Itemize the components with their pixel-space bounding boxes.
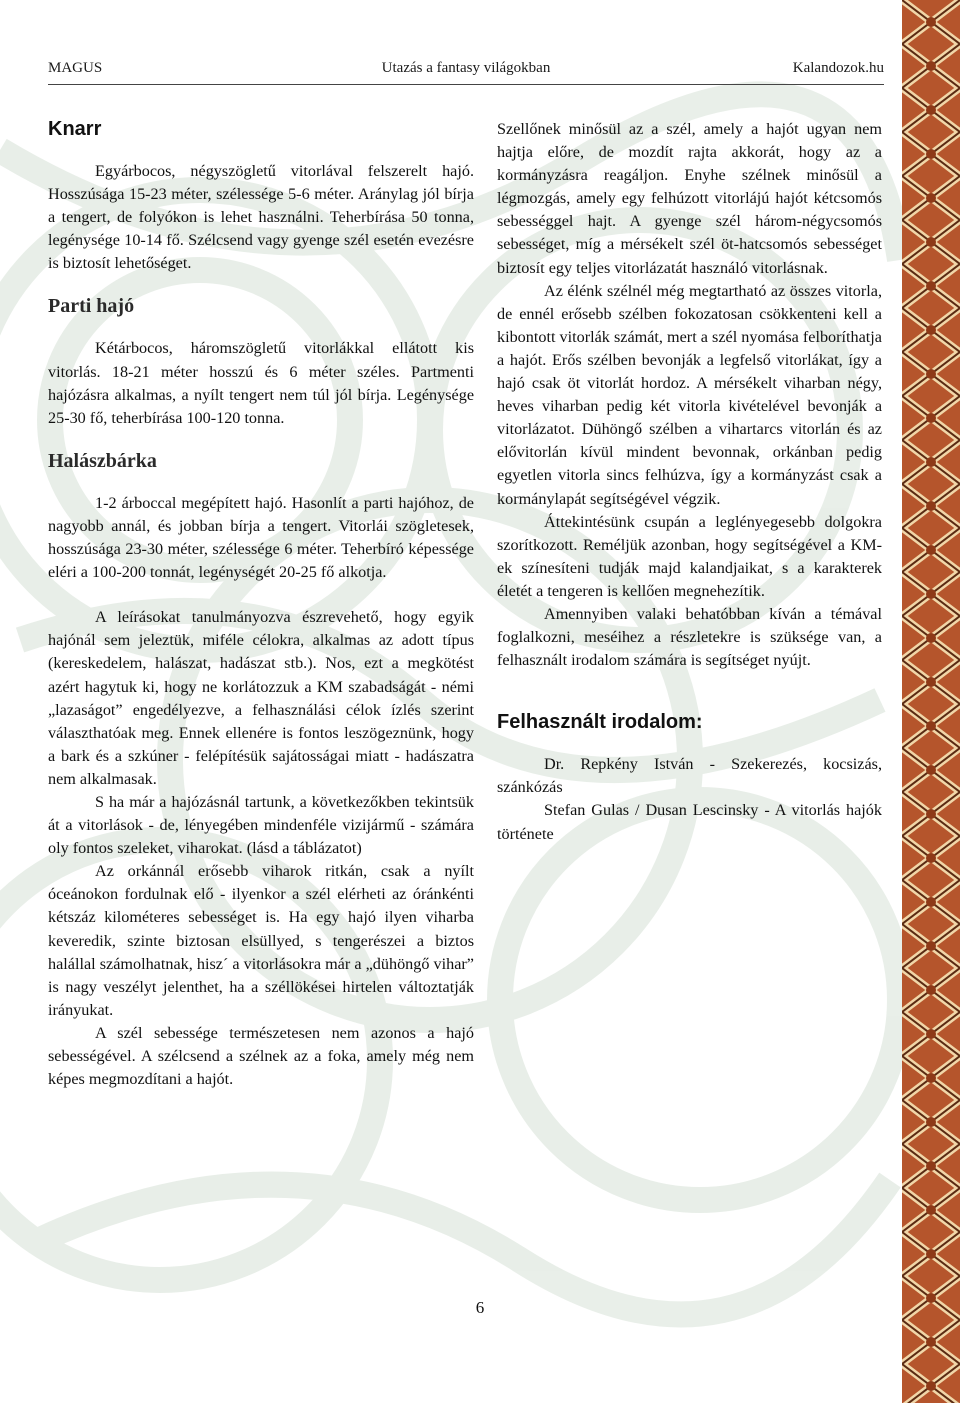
header-divider bbox=[48, 84, 884, 85]
literature-item: Stefan Gulas / Dusan Lescinsky - A vitorlás hajók története bbox=[497, 801, 882, 843]
page-number: 6 bbox=[475, 1298, 485, 1317]
header-right: Kalandozok.hu bbox=[792, 60, 884, 76]
header-left: MAGUS bbox=[48, 60, 103, 76]
knarr-description: Egyárbocos, négyszögletű vitorlával felszerelt hajó. Hosszúsága 15-23 méter, szélessége 5-6 méter. Aránylag jól bírja a tengert, de folyókon is lehet használni. Teherbírása 50 tonna, legénysége 10-14 fő. Szélcsend vagy gyenge szél esetén evezésre is biztosít lehetőséget. bbox=[48, 162, 474, 273]
decorative-chain-border bbox=[902, 0, 960, 1403]
body-paragraph: Az orkánnál erősebb viharok ritkán, csak a nyílt óceánokon fordulnak elő - ilyenkor a szél elérheti az óránkénti kétszáz kilométeres sebességet is. Ha egy hajó ilyen viharba keveredik, szinte biztosan elsüllyed, s tengerészei a biztos halállal számolhatnak, hisz´ a vitorlásokra már a „dühöngő vihar” is nagy veszélyt jelenthet, ha a széllökései hirtelen változtatják irányukat. bbox=[48, 862, 474, 1019]
body-paragraph: Az élénk szélnél még megtartható az összes vitorla, de ennél erősebb szélben fokozatosan csökkenteni kell a kibontott vitorlák számát, mert a szél nyomása felboríthatja a hajót. Erős szélben bevonják a legfelső vitorlákat, így a hajó csak öt vitorlát hordoz. A mérsékelt viharban négy, heves viharban pedig két vitorla kivételével bevonják a vitorlázatot. Dühöngő szélben a vihartarcs vitorlán és az elővitorlán kívül mindent bevonnak, orkánban pedig egyetlen vitorla sincs felhúzva, így a kormányzást csak a kormánylapát segítségével végzik. bbox=[497, 281, 882, 508]
right-column bbox=[497, 118, 882, 846]
header-center: Utazás a fantasy világokban bbox=[381, 60, 551, 76]
section-title-parti-hajo: Parti hajó bbox=[48, 295, 135, 318]
body-paragraph: Szellőnek minősül az a szél, amely a hajót ugyan nem hajtja előre, de mozdít rajta akkorát, hogy az a kormányzásra reagáljon. Enyhe szélnek minősül a légmozgás, amely egy felhúzott vitorlájú hajót kétcsomós sebességgel hajt. A gyenge szél három-négycsomós sebességet, míg a mérsékelt szél öt-hatcsomós sebességet biztosít egy teljes vitorlázatát használó vitorlásnak. bbox=[497, 120, 882, 277]
page-header bbox=[48, 60, 884, 82]
body-paragraph: S ha már a hajózásnál tartunk, a következőkben tekintsük át a vitorlások - de, lényegében mindenféle vizijármű - számára oly fontos szeleket, viharokat. (lásd a táblázatot) bbox=[48, 792, 474, 858]
body-paragraph: A szél sebessége természetesen nem azonos a hajó sebességével. A szélcsend a szélnek az a foka, amely még nem képes megmozdítani a hajót. bbox=[48, 1023, 474, 1089]
literature-item: Dr. Repkény István - Szekerezés, kocsizás, szánkózás bbox=[497, 755, 882, 797]
chain-pattern-icon bbox=[902, 0, 960, 1403]
section-title-literature: Felhasznált irodalom: bbox=[497, 711, 703, 734]
body-paragraph: A leírásokat tanulmányozva észrevehető, hogy egyik hajónál sem jeleztük, miféle célokra, alkalmas az adott típus (kereskedelem, halászat, hadászat stb.). Nos, ezt a megkötést azért hagytuk ki, hogy ne korlátozzuk a KM szabadságát - némi „lazaságot” engedélyezve, a felhasználási célok ízlés szerint választhatóak meg. Ennek ellenére is fontos leszögeznünk, hogy a bark és a szkúner - felépítésük sajátosságai miatt - hadászatra nem alkalmasak. bbox=[48, 608, 474, 788]
parti-hajo-description: Kétárbocos, háromszögletű vitorlákkal ellátott kis vitorlás. 18-21 méter hosszú és 6 méter széles. Partmenti hajózásra alkalmas, a nyílt tengert nem túl jól bírja. Legénysége 25-30 fő, teherbírása 100-120 tonna. bbox=[48, 339, 474, 427]
body-paragraph: Amennyiben valaki behatóbban kíván a témával foglalkozni, meséihez a részletekre is szüksége van, a felhasznált irodalom számára is segítséget nyújt. bbox=[497, 604, 882, 670]
left-column bbox=[48, 116, 474, 1091]
halaszbarka-description: 1-2 árboccal megépített hajó. Hasonlít a parti hajóhoz, de nagyobb annál, és jobban bírja a tengert. Vitorlái szögletesek, hosszúsága 23-30 méter, szélessége 6 méter. Teherbíró képessége eléri a 100-200 tonnát, legénységét 20-25 fő alkotja. bbox=[48, 493, 474, 582]
section-title-halaszbarka: Halászbárka bbox=[48, 449, 157, 472]
body-paragraph: Áttekintésünk csupán a leglényegesebb dolgokra szorítkozott. Reméljük azonban, hogy segítségével a KM-ek színesíteni tudják majd kalandjaikat, s a karakterek életét a tengeren is kellően megnehezítik. bbox=[497, 512, 882, 600]
section-title-knarr: Knarr bbox=[48, 118, 102, 140]
